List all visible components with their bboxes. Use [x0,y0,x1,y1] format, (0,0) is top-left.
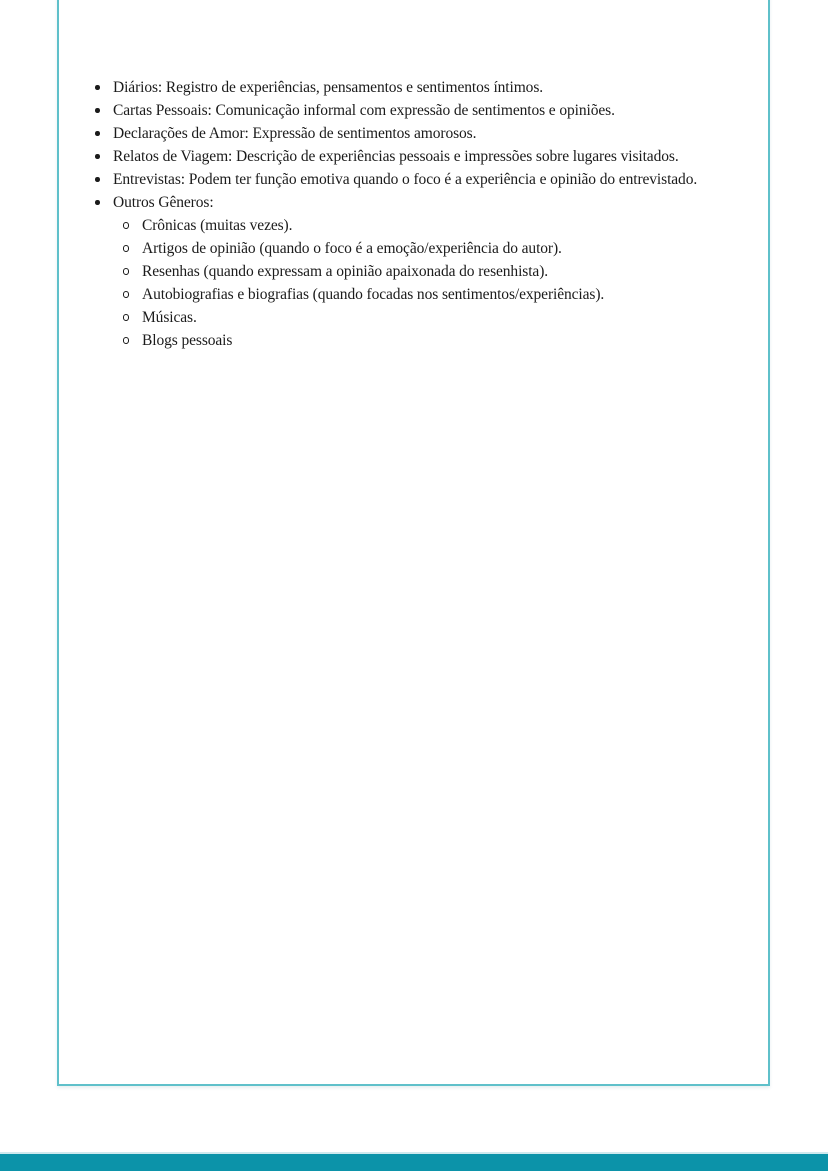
circle-bullet-icon [123,222,129,228]
list-item [59,122,768,145]
content-box [57,0,770,1086]
list-item [59,191,768,352]
list-item-text: Outros Gêneros: [113,194,214,211]
sub-list [113,214,768,352]
list-item [59,168,768,191]
sub-list-item-text: Músicas. [142,309,197,326]
bullet-dot-icon [95,131,100,136]
bullet-dot-icon [95,85,100,90]
list-item-text: Cartas Pessoais: Comunicação informal com expressão de sentimentos e opiniões. [113,102,615,119]
bottom-accent-bar [0,1152,828,1171]
circle-bullet-icon [123,314,129,320]
bullet-dot-icon [95,200,100,205]
sub-list-item [113,283,768,306]
list-item [59,145,768,168]
sub-list-item-text: Blogs pessoais [142,332,233,349]
sub-list-item-text: Crônicas (muitas vezes). [142,217,293,234]
sub-list-item [113,329,768,352]
bullet-dot-icon [95,177,100,182]
list-item-text: Relatos de Viagem: Descrição de experiências pessoais e impressões sobre lugares visitados. [113,148,679,165]
bullet-dot-icon [95,154,100,159]
list-item-text: Entrevistas: Podem ter função emotiva quando o foco é a experiência e opinião do entrevistado. [113,171,698,188]
sub-list-item-text: Resenhas (quando expressam a opinião apaixonada do resenhista). [142,263,549,280]
sub-list-item [113,237,768,260]
circle-bullet-icon [123,291,129,297]
circle-bullet-icon [123,268,129,274]
circle-bullet-icon [123,245,129,251]
sub-list-item [113,260,768,283]
sub-list-item [113,306,768,329]
list-item [59,99,768,122]
sub-list-item-text: Artigos de opinião (quando o foco é a emoção/experiência do autor). [142,240,562,257]
list-item [59,76,768,99]
list-item-text: Declarações de Amor: Expressão de sentimentos amorosos. [113,125,477,142]
circle-bullet-icon [123,337,129,343]
bullet-list [59,0,768,352]
sub-list-item [113,214,768,237]
sub-list-item-text: Autobiografias e biografias (quando focadas nos sentimentos/experiências). [142,286,605,303]
list-item-text: Diários: Registro de experiências, pensamentos e sentimentos íntimos. [113,79,544,96]
bullet-dot-icon [95,108,100,113]
